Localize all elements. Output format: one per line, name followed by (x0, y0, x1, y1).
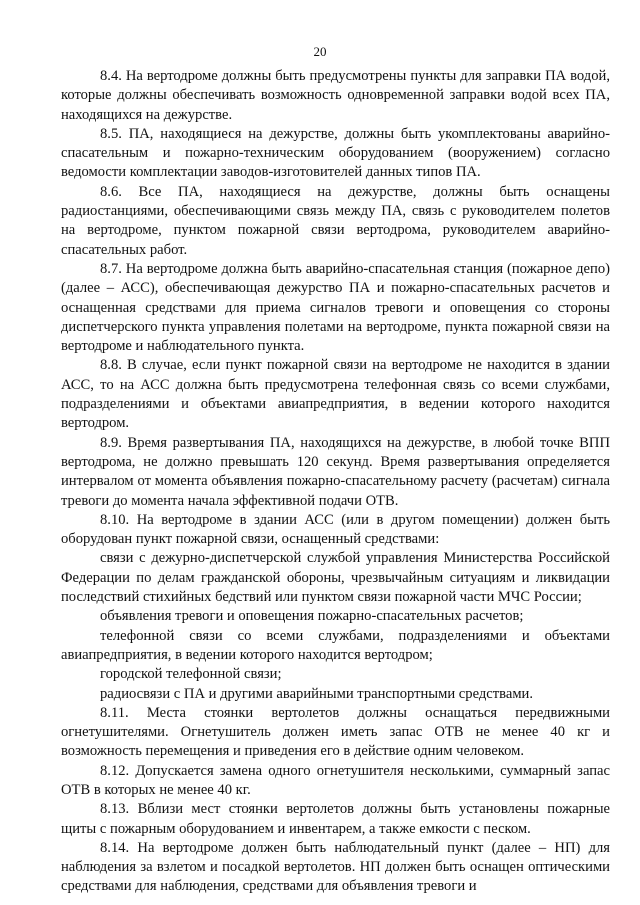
list-item-telephone-services: телефонной связи со всеми службами, подразделениями и объектами авиапредприятия, в ведении которого находится вертодром; (61, 627, 610, 663)
paragraph-8-9: 8.9. Время развертывания ПА, находящихся на дежурстве, в любой точке ВПП вертодрома, не должно превышать 120 секунд. Время развертывания определяется интервалом от момента объявления пожарно-спасательному расчету (расчетам) сигнала тревоги до момента начала эффективной подачи ОТВ. (61, 434, 610, 509)
paragraph-8-6: 8.6. Все ПА, находящиеся на дежурстве, должны быть оснащены радиостанциями, обеспечивающими связь между ПА, связь с руководителем полетов на вертодроме, пунктом пожарной связи вертодрома, руководителем аварийно-спасательных работ. (61, 183, 610, 258)
paragraph-8-8: 8.8. В случае, если пункт пожарной связи на вертодроме не находится в здании АСС, то на АСС должна быть предусмотрена телефонная связь со всеми службами, подразделениями и объектами авиапредприятия, в ведении которого находится вертодром. (61, 357, 610, 432)
paragraph-8-11: 8.11. Места стоянки вертолетов должны оснащаться передвижными огнетушителями. Огнетушитель должен иметь запас ОТВ не менее 40 кг и возможность перемещения и приведения его в действие одним человеком. (61, 704, 610, 760)
paragraph-8-5: 8.5. ПА, находящиеся на дежурстве, должны быть укомплектованы аварийно-спасательным и пожарно-техническим оборудованием (вооружением) согласно ведомости комплектации заводов-изготовителей данных типов ПА. (61, 125, 610, 181)
paragraph-8-13: 8.13. Вблизи мест стоянки вертолетов должны быть установлены пожарные щиты с пожарным оборудованием и инвентарем, а также емкости с песком. (61, 801, 610, 837)
list-item-alarm: объявления тревоги и оповещения пожарно-спасательных расчетов; (100, 608, 524, 625)
paragraph-8-12: 8.12. Допускается замена одного огнетушителя несколькими, суммарный запас ОТВ в которых не менее 40 кг. (61, 762, 610, 798)
list-item-city-telephone: городской телефонной связи; (100, 666, 282, 683)
paragraph-8-4: 8.4. На вертодроме должны быть предусмотрены пункты для заправки ПА водой, которые должны обеспечивать возможность одновременной заправки водой всех ПА, находящихся на дежурстве. (61, 68, 610, 123)
paragraph-8-10: 8.10. На вертодроме в здании АСС (или в другом помещении) должен быть оборудован пункт пожарной связи, оснащенный средствами: (61, 511, 610, 548)
list-item-radio: радиосвязи с ПА и другими аварийными транспортными средствами. (100, 685, 534, 702)
document-body (61, 67, 610, 897)
paragraph-8-14: 8.14. На вертодроме должен быть наблюдательный пункт (далее – НП) для наблюдения за взлетом и посадкой вертолетов. НП должен быть оснащен оптическими средствами для наблюдения, средствами для объявления тревоги и (61, 839, 610, 895)
list-item-communication-emergency: связи с дежурно-диспетчерской службой управления Министерства Российской Федерации по делам гражданской обороны, чрезвычайным ситуациям и ликвидации последствий стихийных бедствий или пунктом связи пожарной части МЧС России; (61, 550, 610, 606)
page-number: 20 (313, 44, 327, 59)
paragraph-8-7: 8.7. На вертодроме должна быть аварийно-спасательная станция (пожарное депо) (далее – АСС), обеспечивающая дежурство ПА и пожарно-спасательных расчетов и оснащенная средствами для приема сигналов тревоги и оповещения со стороны диспетчерского пункта управления полетами на вертодроме, пункта пожарной связи на вертодроме и наблюдательного пункта. (61, 260, 610, 355)
